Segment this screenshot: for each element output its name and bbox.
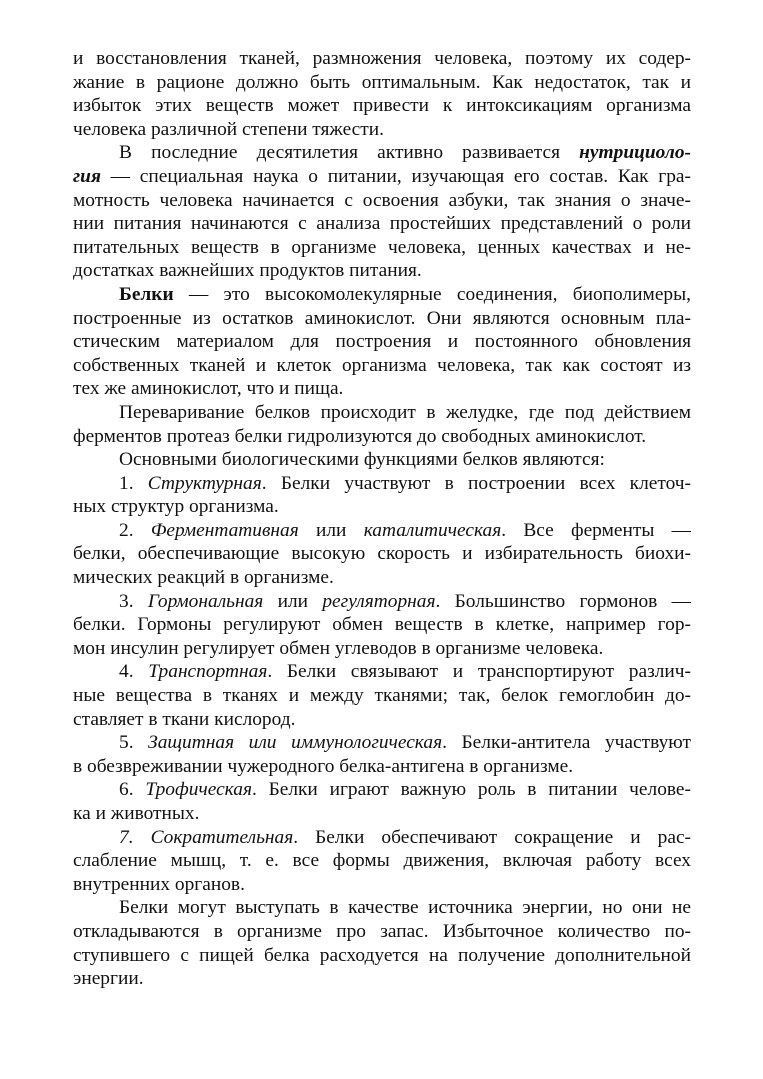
text-line	[73, 283, 691, 307]
text-run: достатках важнейших продуктов питания.	[73, 260, 422, 282]
text-line	[73, 660, 691, 684]
text-line	[73, 448, 691, 472]
text-run: ступившего с пищей белка расходуется на получение дополнительной	[73, 944, 691, 966]
text-run: мон инсулин регулирует обмен углеводов в организме человека.	[73, 637, 604, 659]
text-line	[73, 566, 691, 590]
text-line	[73, 778, 691, 802]
text-run: мических реакций в организме.	[73, 567, 334, 589]
italic-term: Гормональная	[147, 590, 264, 612]
text-line	[73, 613, 691, 637]
text-run: белки, обеспечивающие высокую скорость и избирательность биохи-	[73, 543, 691, 565]
text-run: стическим материалом для построения и постоянного обновления	[73, 331, 691, 353]
text-run: . Белки обеспечивают сокращение и рас-	[293, 826, 691, 848]
text-run: мотность человека начинается с освоения азбуки, так знания о значе-	[73, 189, 691, 211]
text-run: или	[298, 519, 364, 541]
text-line	[73, 944, 691, 968]
text-line	[73, 354, 691, 378]
text-run: ка и животных.	[73, 803, 200, 824]
text-line	[73, 755, 691, 779]
text-run: . Белки участвуют в построении всех клеточ-	[261, 472, 691, 494]
text-line	[73, 849, 691, 873]
text-run: и восстановления тканей, размножения человека, поэтому их содер-	[73, 48, 691, 69]
text-line	[73, 967, 691, 991]
text-line	[73, 590, 691, 614]
text-run: собственных тканей и клеток организма человека, так как состоят из	[73, 354, 691, 376]
text-line	[73, 920, 691, 944]
text-line	[73, 519, 691, 543]
text-run: — это высокомолекулярные соединения, биополимеры,	[173, 283, 691, 305]
text-line	[73, 637, 691, 661]
text-run: откладываются в организме про запас. Избыточное количество по-	[73, 920, 691, 942]
text-line	[73, 71, 691, 95]
text-line	[73, 94, 691, 118]
emphasized-term: гия	[73, 165, 101, 187]
text-run: ные вещества в тканях и между тканями; так, белок гемоглобин до-	[73, 685, 691, 707]
text-line	[73, 165, 691, 189]
text-run: в обезвреживании чужеродного белка-антигена в организме.	[73, 755, 574, 777]
text-run: ных структур организма.	[73, 496, 279, 518]
text-run: 1.	[119, 472, 148, 494]
text-run: Основными биологическими функциями белков являются:	[119, 449, 605, 471]
text-line	[73, 425, 691, 449]
text-run: 6.	[119, 779, 146, 801]
italic-term: Структурная	[147, 472, 262, 494]
text-run: Переваривание белков происходит в желудке, где под действием	[119, 401, 691, 423]
text-run: Белки могут выступать в качестве источника энергии, но они не	[119, 897, 691, 919]
text-line	[73, 236, 691, 260]
document-page	[73, 47, 691, 991]
text-line	[73, 330, 691, 354]
italic-term: Трофическая	[145, 779, 252, 801]
text-line	[73, 472, 691, 496]
text-run: . Белки играют важную роль в питании челове-	[251, 779, 691, 801]
text-run: . Белки-антитела участвуют	[442, 732, 691, 754]
text-line	[73, 896, 691, 920]
text-run: 4.	[119, 661, 149, 683]
italic-term: регуляторная	[322, 590, 436, 612]
text-run: избыток этих веществ может привести к интоксикациям организма	[73, 95, 691, 117]
text-run: жание в рационе должно быть оптимальным. Как недостаток, так и	[73, 71, 691, 93]
text-line	[73, 495, 691, 519]
text-run: — специальная наука о питании, изучающая его состав. Как гра-	[100, 165, 691, 187]
emphasized-term: нутрициоло-	[579, 142, 691, 164]
text-line	[73, 212, 691, 236]
text-run: . Белки связывают и транспортируют различ-	[267, 661, 691, 683]
italic-term: каталитическая	[363, 519, 502, 541]
text-run: нии питания начинаются с анализа простейших представлений о роли	[73, 213, 691, 235]
text-run: внутренних органов.	[73, 873, 245, 895]
italic-term: 7. Сократительная	[119, 826, 294, 848]
text-line	[73, 873, 691, 897]
text-line	[73, 542, 691, 566]
text-line	[73, 118, 691, 142]
text-run: ферментов протеаз белки гидролизуются до свободных аминокислот.	[73, 425, 647, 447]
text-run: 3.	[119, 590, 148, 612]
italic-term: Ферментативная	[150, 519, 299, 541]
text-line	[73, 377, 691, 401]
text-run: человека различной степени тяжести.	[73, 118, 384, 140]
text-run: . Все ферменты —	[501, 519, 691, 541]
text-line	[73, 802, 691, 826]
text-line	[73, 47, 691, 71]
text-run: 2.	[119, 519, 151, 541]
emphasized-term: Белки	[119, 283, 174, 305]
text-line	[73, 401, 691, 425]
italic-term: Транспортная	[148, 661, 268, 683]
text-run: построенные из остатков аминокислот. Они являются основным пла-	[73, 307, 691, 329]
text-run: энергии.	[73, 968, 144, 990]
text-line	[73, 826, 691, 850]
text-run: слабление мышц, т. е. все формы движения, включая работу всех	[73, 850, 691, 872]
text-run: . Большинство гормонов —	[435, 590, 691, 612]
text-line	[73, 731, 691, 755]
text-line	[73, 307, 691, 331]
text-run: или	[263, 590, 323, 612]
text-run: ставляет в ткани кислород.	[73, 708, 296, 730]
italic-term: Защитная или иммунологическая	[148, 732, 443, 754]
text-run: тех же аминокислот, что и пища.	[73, 378, 344, 400]
text-line	[73, 141, 691, 165]
text-run: белки. Гормоны регулируют обмен веществ в клетке, например гор-	[73, 614, 691, 636]
text-run: питательных веществ в организме человека, ценных качествах и не-	[73, 236, 691, 258]
text-run: В последние десятилетия активно развивается	[119, 142, 580, 164]
text-line	[73, 708, 691, 732]
text-line	[73, 259, 691, 283]
text-line	[73, 189, 691, 213]
text-run: 5.	[119, 732, 149, 754]
text-line	[73, 684, 691, 708]
